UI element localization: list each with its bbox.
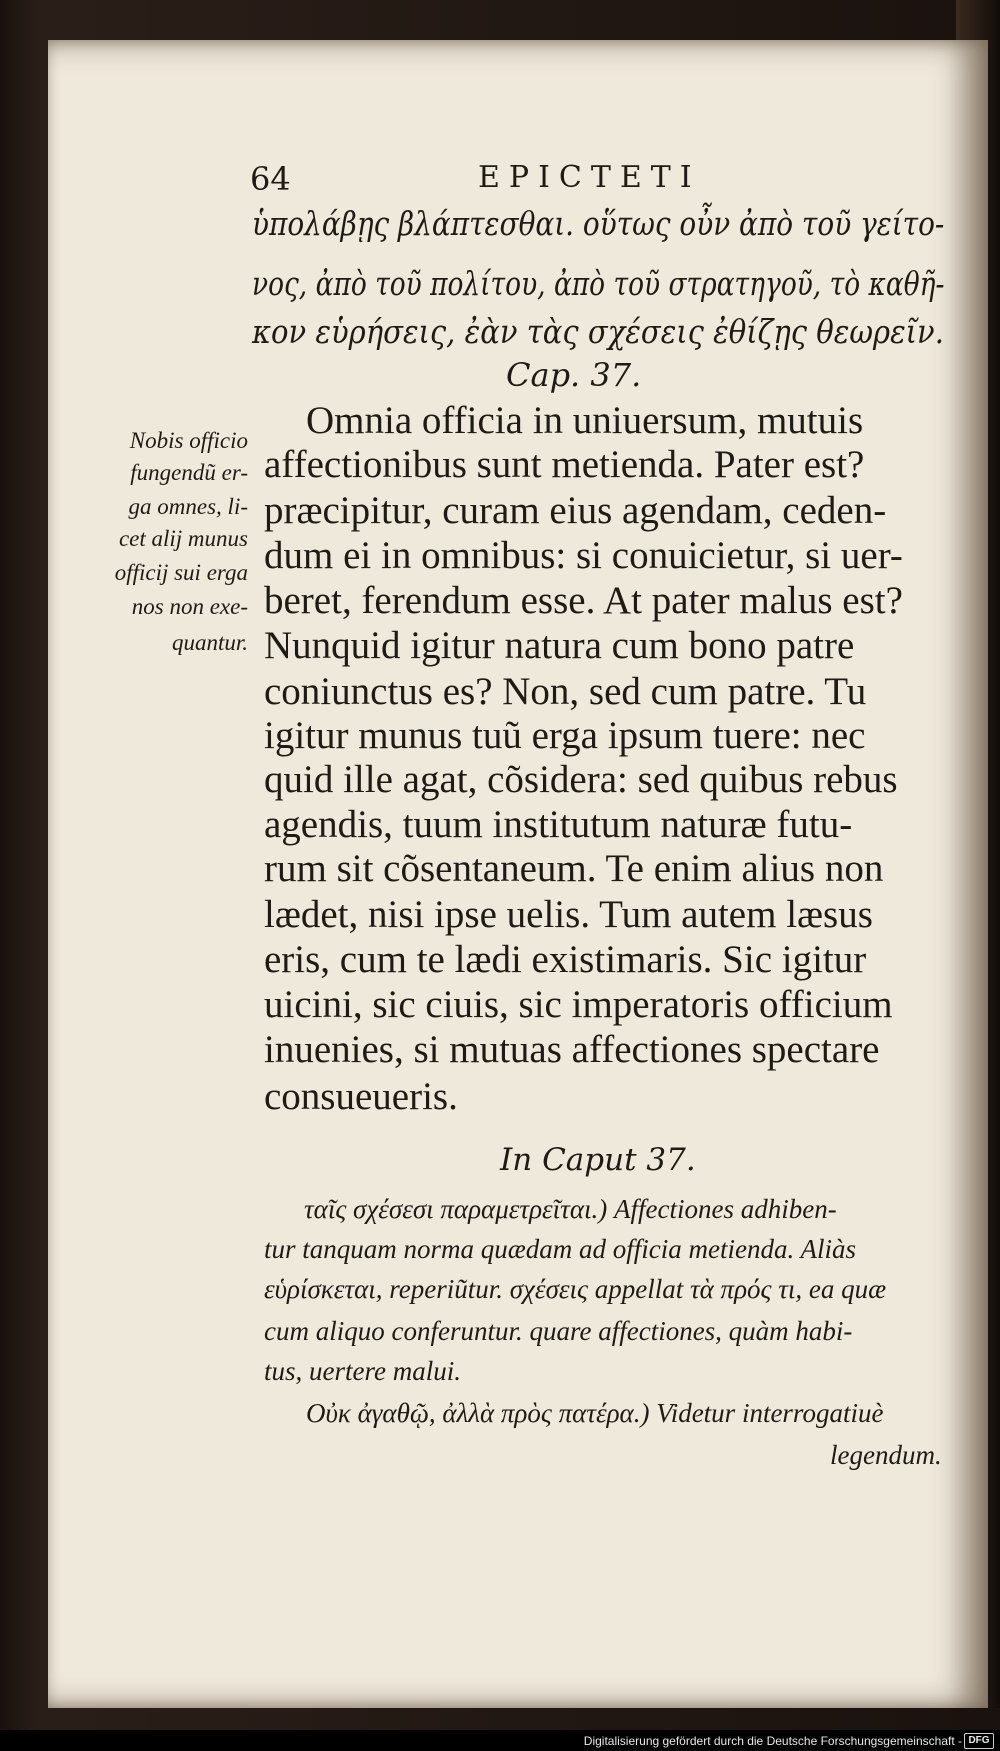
- body-text-line: Omnia officia in uniuersum, mutuis: [306, 399, 864, 442]
- body-text-line: eris, cum te lædi existimaris. Sic igitur: [264, 938, 867, 981]
- greek-text-line: κον εὑρήσεις, ἐὰν τὰς σχέσεις ἐθίζῃς θεωρεῖν.: [252, 312, 944, 351]
- commentary-heading: In Caput 37.: [500, 1142, 696, 1178]
- body-text-line: quid ille agat, cõsidera: sed quibus rebus: [264, 758, 898, 801]
- body-text-line: affectionibus sunt metienda. Pater est?: [264, 443, 865, 486]
- margin-note-line: fungendũ er-: [130, 460, 248, 485]
- body-text-line: præcipitur, curam eius agendam, ceden-: [264, 489, 887, 532]
- body-text-line: consueueris.: [264, 1075, 458, 1118]
- body-text-line: Nunquid igitur natura cum bono patre: [264, 624, 855, 667]
- greek-text-line: ὑπολάβῃς βλάπτεσθαι. οὕτως οὖν ἀπὸ τοῦ γείτο-: [252, 204, 945, 243]
- commentary-line: cum aliquo conferuntur. quare affectiones, quàm habi-: [264, 1316, 853, 1346]
- margin-note-line: quantur.: [171, 630, 248, 655]
- commentary-line: ταῖς σχέσεσι παραμετρεῖται.) Affectiones adhiben-: [304, 1194, 837, 1224]
- body-text-line: rum sit cõsentaneum. Te enim alius non: [264, 847, 884, 890]
- chapter-heading: Cap. 37.: [506, 356, 642, 394]
- margin-note-line: officij sui erga: [114, 560, 248, 585]
- margin-note-line: cet alij munus: [118, 526, 248, 551]
- margin-note-line: Nobis officio: [129, 428, 248, 453]
- commentary-line: tus, uertere malui.: [264, 1356, 461, 1386]
- body-text-line: igitur munus tuũ erga ipsum tuere: nec: [264, 714, 866, 757]
- running-head: EPICTETI: [478, 160, 701, 195]
- commentary-line: Οὐκ ἀγαθῷ, ἀλλὰ πρὸς πατέρα.) Videtur interrogatiuè: [306, 1398, 884, 1428]
- dfg-logo-icon: [964, 1733, 994, 1749]
- commentary-line: tur tanquam norma quædam ad officia metienda. Aliàs: [264, 1234, 856, 1264]
- body-text-line: inuenies, si mutuas affectiones spectare: [264, 1028, 880, 1071]
- body-text-line: dum ei in omnibus: si conuicietur, si uer-: [264, 534, 903, 577]
- margin-note-line: nos non exe-: [131, 594, 248, 619]
- footer-credit: Digitalisierung gefördert durch die Deutsche Forschungsgemeinschaft -: [583, 1734, 962, 1748]
- body-text-line: uicini, sic ciuis, sic imperatoris officium: [264, 983, 893, 1026]
- body-text-line: coniunctus es? Non, sed cum patre. Tu: [264, 670, 867, 713]
- commentary-line: εὑρίσκεται, reperiũtur. σχέσεις appellat τὰ πρός τι, ea quæ: [264, 1274, 887, 1304]
- body-text-line: beret, ferendum esse. At pater malus est?: [264, 579, 903, 622]
- body-text-line: lædet, nisi ipse uelis. Tum autem læsus: [264, 893, 873, 936]
- commentary-line: legendum.: [830, 1440, 942, 1470]
- body-text-line: agendis, tuum institutum naturæ futu-: [264, 803, 853, 846]
- page-number: 64: [250, 160, 291, 198]
- margin-note-line: ga omnes, li-: [128, 494, 248, 519]
- greek-text-line: νος, ἀπὸ τοῦ πολίτου, ἀπὸ τοῦ στρατηγοῦ, τὸ καθῆ-: [252, 264, 945, 303]
- dfg-logo-text: DFG: [968, 1735, 990, 1746]
